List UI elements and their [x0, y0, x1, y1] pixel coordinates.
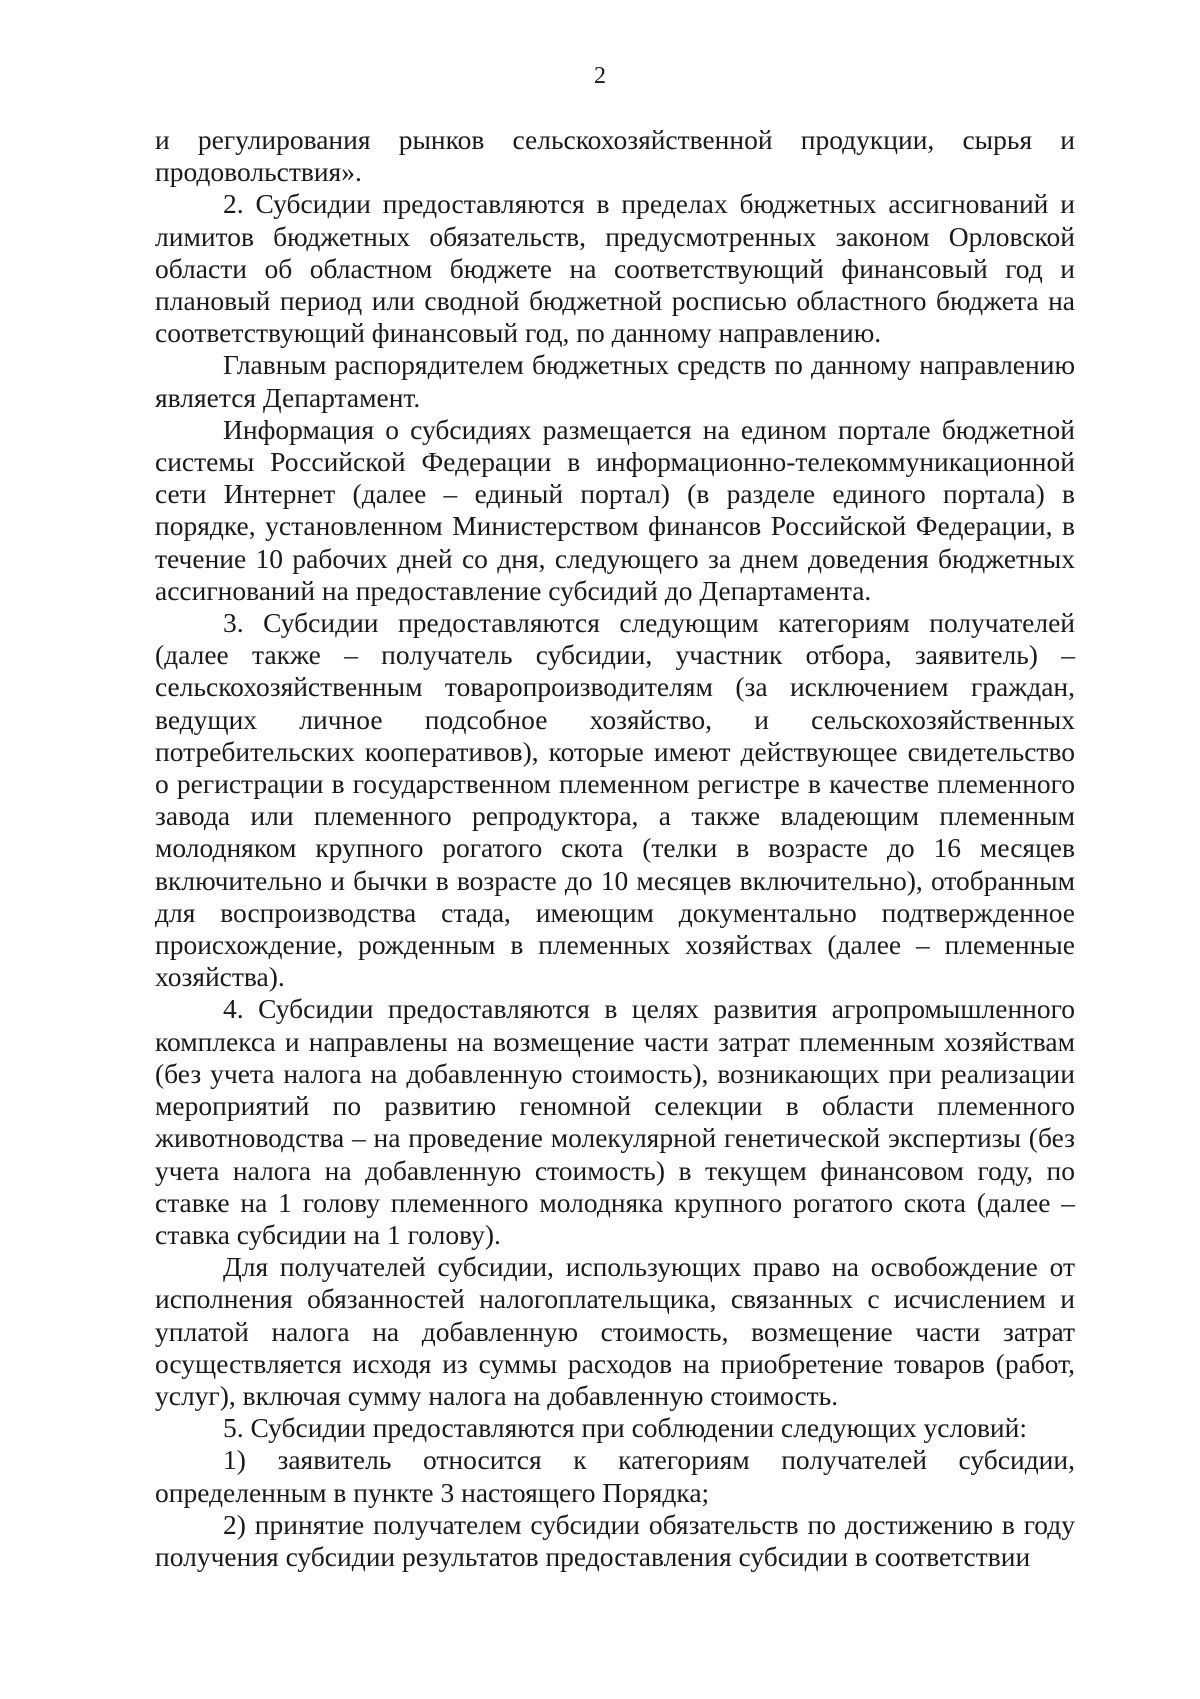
- paragraph-item-4: 4. Субсидии предоставляются в целях развития агропромышленного комплекса и направлены на возмещение части затрат племенным хозяйствам (без учета налога на добавленную стоимость), возникающих при реализации мероприятий по развитию геномной селекции в области племенного животноводства – на проведение молекулярной генетической экспертизы (без учета налога на добавленную стоимость) в текущем финансовом году, по ставке на 1 голову племенного молодняка крупного рогатого скота (далее – ставка субсидии на 1 голову).: [155, 993, 1075, 1250]
- paragraph-vat-exemption: Для получателей субсидии, использующих право на освобождение от исполнения обязанностей налогоплательщика, связанных с исчислением и уплатой налога на добавленную стоимость, возмещение части затрат осуществляется исходя из суммы расходов на приобретение товаров (работ, услуг), включая сумму налога на добавленную стоимость.: [155, 1251, 1075, 1411]
- paragraph-item-5: 5. Субсидии предоставляются при соблюдении следующих условий:: [223, 1412, 1027, 1444]
- document-body: [155, 124, 1075, 1573]
- paragraph-condition-1: 1) заявитель относится к категориям получателей субсидии, определенным в пункте 3 настоящего Порядка;: [155, 1444, 1075, 1508]
- paragraph-item-2: 2. Субсидии предоставляются в пределах бюджетных ассигнований и лимитов бюджетных обязательств, предусмотренных законом Орловской области об областном бюджете на соответствующий финансовый год и плановый период или сводной бюджетной росписью областного бюджета на соответствующий финансовый год, по данному направлению.: [155, 188, 1075, 349]
- paragraph-condition-2: 2) принятие получателем субсидии обязательств по достижению в году получения субсидии результатов предоставления субсидии в соответствии: [155, 1508, 1075, 1572]
- page-number: 2: [594, 63, 606, 89]
- paragraph-continuation: и регулирования рынков сельскохозяйственной продукции, сырья и продовольствия».: [155, 124, 1075, 188]
- paragraph-item-3: 3. Субсидии предоставляются следующим категориям получателей (далее также – получатель субсидии, участник отбора, заявитель) – сельскохозяйственным товаропроизводителям (за исключением граждан, ведущих личное подсобное хозяйство, и сельскохозяйственных потребительских кооперативов), которые имеют действующее свидетельство о регистрации в государственном племенном регистре в качестве племенного завода или племенного репродуктора, а также владеющим племенным молодняком крупного рогатого скота (телки в возрасте до 16 месяцев включительно и бычки в возрасте до 10 месяцев включительно), отобранным для воспроизводства стада, имеющим документально подтвержденное происхождение, рожденным в племенных хозяйствах (далее – племенные хозяйства).: [155, 607, 1075, 993]
- paragraph-chief-administrator: Главным распорядителем бюджетных средств по данному направлению является Департамент.: [155, 349, 1075, 413]
- paragraph-portal-info: Информация о субсидиях размещается на едином портале бюджетной системы Российской Федерации в информационно-телекоммуникационной сети Интернет (далее – единый портал) (в разделе единого портала) в порядке, установленном Министерством финансов Российской Федерации, в течение 10 рабочих дней со дня, следующего за днем доведения бюджетных ассигнований на предоставление субсидий до Департамента.: [155, 413, 1075, 606]
